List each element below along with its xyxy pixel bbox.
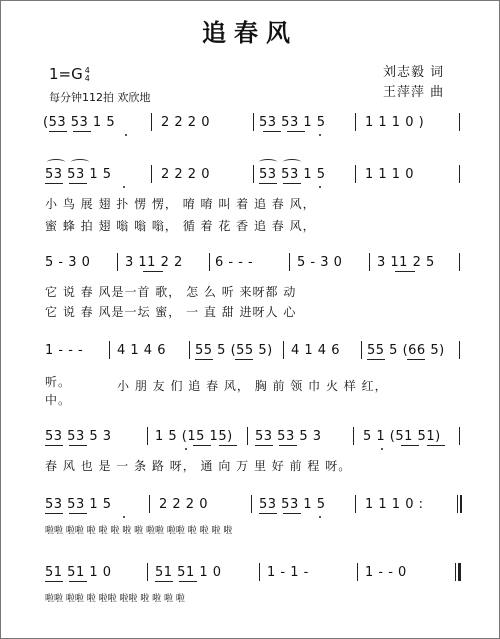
key-signature <box>49 65 90 83</box>
lyric-line: 小 鸟 展 翅 扑 愣 愣， 唷 唷 叫 着 追 春 风， <box>45 197 316 211</box>
measure: 1 - 1 - <box>267 565 309 580</box>
lyric-line: 它 说 春 风是一坛 蜜， 一 直 甜 进呀人 心 <box>45 305 297 319</box>
lyricist-credit: 刘志毅 词 <box>383 65 445 80</box>
measure: 1 1 1 0 <box>365 167 414 182</box>
measure: 55 5 (66 5) <box>367 343 445 358</box>
measure: 1 1 1 0 ) <box>365 115 425 130</box>
measure: 53 53 1 5 <box>45 167 112 182</box>
measure: 53 53 1 5 <box>45 497 112 512</box>
measure: 2 2 2 0 <box>159 497 208 512</box>
measure: 3 11 2 5 <box>377 255 435 270</box>
lyric-line: 啦啦 啦啦 啦 啦啦 啦啦 啦 啦 啦 啦 <box>45 594 185 604</box>
measure: 1 - - 0 <box>365 565 407 580</box>
measure: 53 53 1 5 <box>259 115 326 130</box>
measure: 2 2 2 0 <box>161 115 210 130</box>
lyric-line: 啦啦 啦啦 啦 啦 啦 啦 啦 啦啦 啦啦 啦 啦 啦 啦 <box>45 526 233 536</box>
lyric-line: 春 风 也 是 一 条 路 呀， 通 向 万 里 好 前 程 呀。 <box>45 459 352 473</box>
measure: 5 - 3 0 <box>297 255 343 270</box>
measure: 55 5 (55 5) <box>195 343 273 358</box>
measure: 1 1 1 0 : <box>365 497 424 512</box>
measure: 5 - 3 0 <box>45 255 91 270</box>
measure: 1 5 (15 15) <box>155 429 233 444</box>
measure: 53 53 1 5 <box>259 167 326 182</box>
lyric-line: 它 说 春 风是一首 歌， 怎 么 听 来呀都 动 <box>45 285 297 299</box>
song-title: 追春风 <box>202 18 298 47</box>
lyric-line: 听。 <box>45 375 72 389</box>
measure: 6 - - - <box>215 255 254 270</box>
lyric-line: 蜜 蜂 拍 翅 嗡 嗡 嗡， 循 着 花 香 追 春 风， <box>45 219 316 233</box>
lyric-line: 中。 <box>45 393 72 407</box>
measure: 1 - - - <box>45 343 84 358</box>
measure: 51 51 1 0 <box>155 565 222 580</box>
tempo-marking: 每分钟112拍 欢欣地 <box>49 91 151 104</box>
measure: 53 53 1 5 <box>259 497 326 512</box>
measure: 51 51 1 0 <box>45 565 112 580</box>
measure: 4 1 4 6 <box>291 343 340 358</box>
measure: 3 11 2 2 <box>125 255 183 270</box>
measure: 4 1 4 6 <box>117 343 166 358</box>
measure: 5 1 (51 51) <box>363 429 441 444</box>
composer-credit: 王萍萍 曲 <box>383 85 445 100</box>
time-sig-top: 4 <box>84 65 90 75</box>
time-sig-bottom: 4 <box>84 73 90 83</box>
measure: 2 2 2 0 <box>161 167 210 182</box>
measure: (53 53 1 5 <box>43 115 116 130</box>
measure: 53 53 5 3 <box>45 429 112 444</box>
measure: 53 53 5 3 <box>255 429 322 444</box>
key-prefix: 1=G <box>49 65 83 83</box>
lyric-line: 小 朋 友 们 追 春 风， 胸 前 领 巾 火 样 红， <box>117 379 388 393</box>
